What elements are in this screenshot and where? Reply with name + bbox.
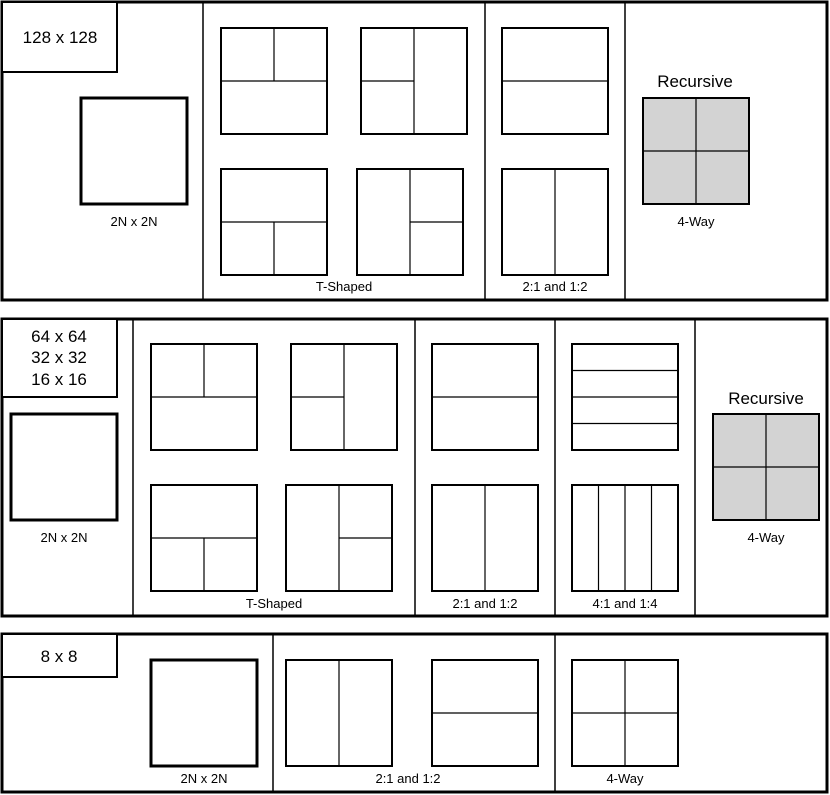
size-label-64: 64 x 64 xyxy=(31,327,87,346)
partition-t-shaped-top xyxy=(221,28,327,134)
partition-horizontal-split xyxy=(432,660,538,766)
partition-2nx2n xyxy=(81,98,187,204)
label-t-shaped: T-Shaped xyxy=(245,596,303,611)
partition-4-way-recursive xyxy=(713,414,819,520)
partition-t-shaped-right xyxy=(357,169,463,275)
partition-2nx2n xyxy=(11,414,117,520)
partition-vertical-split xyxy=(286,660,392,766)
partition-vertical-split xyxy=(502,169,608,275)
partition-horizontal-split xyxy=(432,344,538,450)
label-4-way: 4-Way xyxy=(677,214,715,229)
section-8-frame xyxy=(2,634,827,792)
label-4-way: 4-Way xyxy=(606,771,644,786)
section-128 xyxy=(2,2,827,300)
section-64-32-16 xyxy=(2,319,827,616)
label-recursive: Recursive xyxy=(657,72,733,91)
size-label-32: 32 x 32 xyxy=(31,348,87,367)
label-2nx2n: 2N x 2N xyxy=(110,214,158,229)
partition-2nx2n xyxy=(151,660,257,766)
label-binary: 2:1 and 1:2 xyxy=(522,279,588,294)
label-binary: 2:1 and 1:2 xyxy=(375,771,441,786)
label-2nx2n: 2N x 2N xyxy=(40,530,88,545)
partition-vertical-split xyxy=(432,485,538,591)
partition-t-shaped-bottom xyxy=(151,485,257,591)
size-label: 128 x 128 xyxy=(22,28,98,47)
label-2nx2n: 2N x 2N xyxy=(180,771,228,786)
size-label-16: 16 x 16 xyxy=(31,370,87,389)
label-recursive: Recursive xyxy=(728,389,804,408)
partition-horizontal-split xyxy=(502,28,608,134)
section-8 xyxy=(2,634,827,792)
label-t-shaped: T-Shaped xyxy=(315,279,373,294)
partition-4-vertical-split xyxy=(572,485,678,591)
partition-t-shaped-top xyxy=(151,344,257,450)
partition-4-way-recursive xyxy=(643,98,749,204)
partition-4-way xyxy=(572,660,678,766)
partition-t-shaped-right xyxy=(286,485,392,591)
size-label: 8 x 8 xyxy=(40,647,78,666)
label-quad: 4:1 and 1:4 xyxy=(592,596,658,611)
label-binary: 2:1 and 1:2 xyxy=(452,596,518,611)
partition-4-horizontal-split xyxy=(572,344,678,450)
partition-t-shaped-left xyxy=(291,344,397,450)
label-4-way: 4-Way xyxy=(747,530,785,545)
partition-t-shaped-bottom xyxy=(221,169,327,275)
partition-t-shaped-left xyxy=(361,28,467,134)
